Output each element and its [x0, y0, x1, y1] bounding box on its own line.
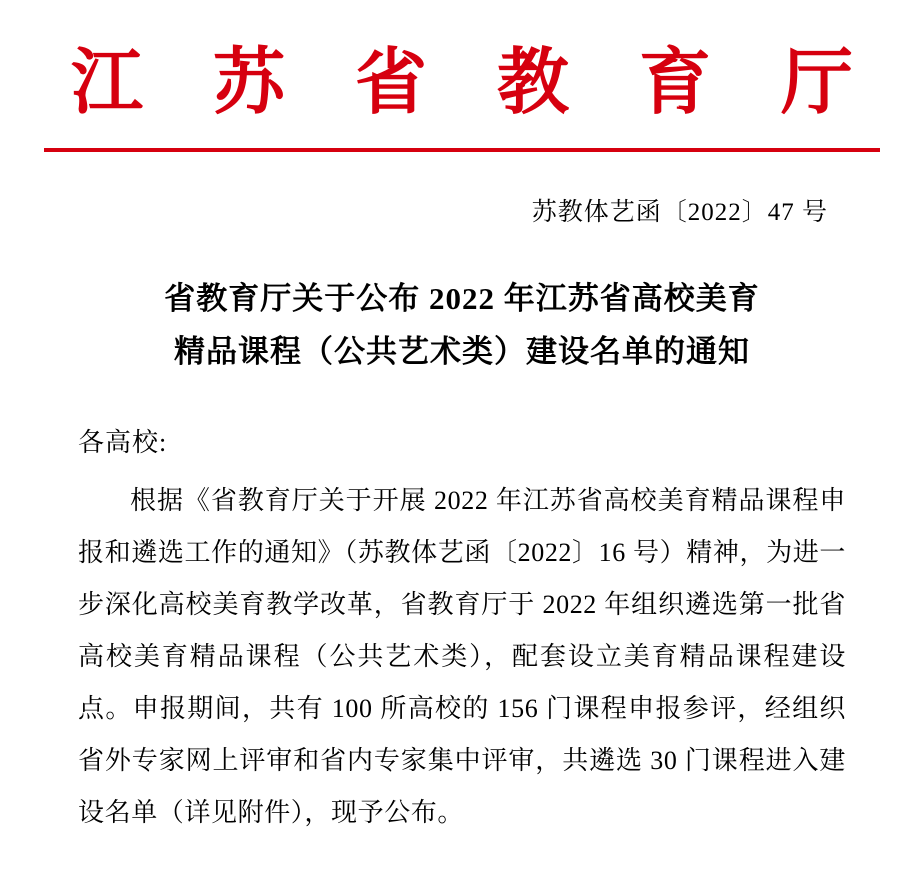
body-paragraph: 根据《省教育厅关于开展 2022 年江苏省高校美育精品课程申报和遴选工作的通知》（苏教体艺函〔2022〕16 号）精神，为进一步深化高校美育教学改革，省教育厅于 2022 年组织遴选第一批省高校美育精品课程（公共艺术类），配套设立美育精品课程建设点。申报期间，共有 100 所高校的 156 门课程申报参评，经组织省外专家网上评审和省内专家集中评审，共遴选 30 门课程进入建设名单（详见附件），现予公布。 — [78, 486, 846, 828]
issuing-organization: 江 苏 省 教 育 厅 — [70, 43, 879, 123]
page-title-line-1: 省教育厅关于公布 2022 年江苏省高校美育 — [164, 280, 760, 316]
page-title — [0, 272, 924, 379]
document-number: 苏教体艺函〔2022〕47 号 — [531, 198, 828, 226]
page-title-line-2: 精品课程（公共艺术类）建设名单的通知 — [174, 333, 750, 369]
letterhead-divider — [44, 148, 880, 152]
document-body — [0, 475, 924, 839]
salutation: 各高校: — [78, 428, 168, 458]
letterhead — [0, 0, 924, 152]
